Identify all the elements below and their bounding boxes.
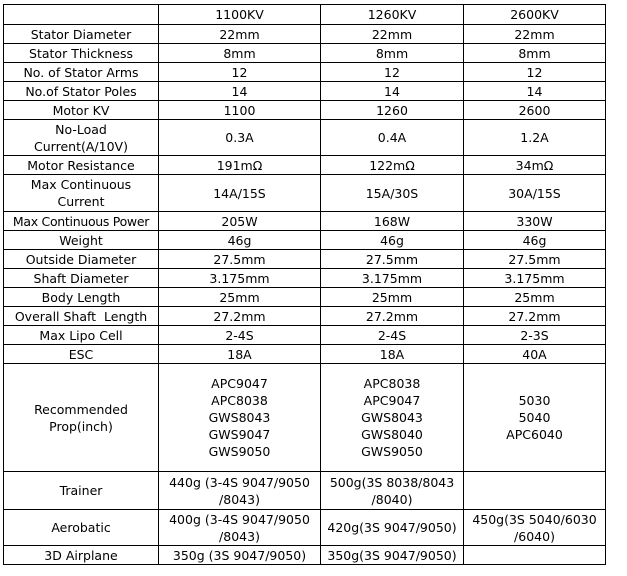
cell-1100kv: 46g — [159, 231, 321, 250]
cell-1100kv: 22mm — [159, 25, 321, 44]
cell-1260kv: 420g(3S 9047/9050) — [321, 510, 464, 546]
cell-1260kv: 27.2mm — [321, 307, 464, 326]
cell-2600kv — [464, 546, 606, 565]
header-cell-1100kv: 1100KV — [159, 5, 321, 25]
cell-2600kv: 2-3S — [464, 326, 606, 345]
cell-2600kv: 27.5mm — [464, 250, 606, 269]
row-label: Max Continuous Current — [4, 175, 159, 212]
row-label: Motor Resistance — [4, 156, 159, 175]
table-row — [4, 288, 606, 307]
cell-1260kv: 25mm — [321, 288, 464, 307]
table-row — [4, 250, 606, 269]
cell-1260kv: APC8038 APC9047 GWS8043 GWS8040 GWS9050 — [321, 364, 464, 472]
motor-spec-table — [3, 4, 606, 565]
row-label: 3D Airplane — [4, 546, 159, 565]
cell-2600kv: 5030 5040 APC6040 — [464, 364, 606, 472]
cell-2600kv: 25mm — [464, 288, 606, 307]
row-label: Stator Diameter — [4, 25, 159, 44]
cell-1100kv: 0.3A — [159, 120, 321, 156]
row-label: No.of Stator Poles — [4, 82, 159, 101]
cell-1100kv: 2-4S — [159, 326, 321, 345]
cell-1100kv: 18A — [159, 345, 321, 364]
cell-1100kv: 27.2mm — [159, 307, 321, 326]
cell-1100kv: 1100 — [159, 101, 321, 120]
cell-1100kv: 25mm — [159, 288, 321, 307]
cell-1100kv: 400g (3-4S 9047/9050 /8043) — [159, 510, 321, 546]
row-label: Motor KV — [4, 101, 159, 120]
cell-2600kv: 30A/15S — [464, 175, 606, 212]
row-label: Aerobatic — [4, 510, 159, 546]
cell-2600kv — [464, 472, 606, 510]
table-row — [4, 63, 606, 82]
table-row — [4, 44, 606, 63]
cell-1260kv: 350g(3S 9047/9050) — [321, 546, 464, 565]
cell-1100kv: 27.5mm — [159, 250, 321, 269]
cell-2600kv: 12 — [464, 63, 606, 82]
table-row — [4, 326, 606, 345]
cell-1100kv: 12 — [159, 63, 321, 82]
row-label: Outside Diameter — [4, 250, 159, 269]
table-row — [4, 156, 606, 175]
row-label: Overall Shaft Length — [4, 307, 159, 326]
cell-2600kv: 450g(3S 5040/6030 /6040) — [464, 510, 606, 546]
table-row — [4, 120, 606, 156]
table-row — [4, 82, 606, 101]
header-row — [4, 5, 606, 25]
cell-1260kv: 15A/30S — [321, 175, 464, 212]
row-label: Max Lipo Cell — [4, 326, 159, 345]
cell-1100kv: 205W — [159, 212, 321, 231]
cell-1260kv: 8mm — [321, 44, 464, 63]
row-label: ESC — [4, 345, 159, 364]
cell-1260kv: 168W — [321, 212, 464, 231]
row-label: No-Load Current(A/10V) — [4, 120, 159, 156]
header-cell-1260kv: 1260KV — [321, 5, 464, 25]
cell-1260kv: 46g — [321, 231, 464, 250]
cell-2600kv: 27.2mm — [464, 307, 606, 326]
table-row — [4, 307, 606, 326]
table-row — [4, 345, 606, 364]
table-row — [4, 269, 606, 288]
cell-1100kv: 14A/15S — [159, 175, 321, 212]
cell-1100kv: 8mm — [159, 44, 321, 63]
cell-2600kv: 1.2A — [464, 120, 606, 156]
cell-1260kv: 3.175mm — [321, 269, 464, 288]
header-cell-blank — [4, 5, 159, 25]
cell-2600kv: 330W — [464, 212, 606, 231]
cell-1260kv: 12 — [321, 63, 464, 82]
cell-1260kv: 22mm — [321, 25, 464, 44]
cell-2600kv: 34mΩ — [464, 156, 606, 175]
table-row — [4, 472, 606, 510]
row-label: Weight — [4, 231, 159, 250]
cell-1260kv: 0.4A — [321, 120, 464, 156]
cell-1260kv: 27.5mm — [321, 250, 464, 269]
cell-2600kv: 3.175mm — [464, 269, 606, 288]
table-row — [4, 101, 606, 120]
row-label: Recommended Prop(inch) — [4, 364, 159, 472]
cell-1260kv: 122mΩ — [321, 156, 464, 175]
row-label: Stator Thickness — [4, 44, 159, 63]
cell-2600kv: 46g — [464, 231, 606, 250]
table-row — [4, 175, 606, 212]
row-label: Max Continuous Power — [4, 212, 159, 231]
cell-2600kv: 8mm — [464, 44, 606, 63]
cell-2600kv: 14 — [464, 82, 606, 101]
table-row — [4, 212, 606, 231]
cell-1100kv: 350g (3S 9047/9050) — [159, 546, 321, 565]
cell-2600kv: 40A — [464, 345, 606, 364]
cell-1260kv: 2-4S — [321, 326, 464, 345]
table-row — [4, 510, 606, 546]
cell-1100kv: 3.175mm — [159, 269, 321, 288]
row-label: Shaft Diameter — [4, 269, 159, 288]
cell-1100kv: APC9047 APC8038 GWS8043 GWS9047 GWS9050 — [159, 364, 321, 472]
cell-1100kv: 14 — [159, 82, 321, 101]
row-label: Body Length — [4, 288, 159, 307]
cell-1100kv: 440g (3-4S 9047/9050 /8043) — [159, 472, 321, 510]
table-row — [4, 25, 606, 44]
cell-2600kv: 22mm — [464, 25, 606, 44]
cell-1100kv: 191mΩ — [159, 156, 321, 175]
header-cell-2600kv: 2600KV — [464, 5, 606, 25]
cell-1260kv: 1260 — [321, 101, 464, 120]
cell-1260kv: 14 — [321, 82, 464, 101]
cell-1260kv: 500g(3S 8038/8043 /8040) — [321, 472, 464, 510]
cell-1260kv: 18A — [321, 345, 464, 364]
table-row — [4, 231, 606, 250]
row-label: Trainer — [4, 472, 159, 510]
table-row — [4, 364, 606, 472]
cell-2600kv: 2600 — [464, 101, 606, 120]
table-row — [4, 546, 606, 565]
row-label: No. of Stator Arms — [4, 63, 159, 82]
